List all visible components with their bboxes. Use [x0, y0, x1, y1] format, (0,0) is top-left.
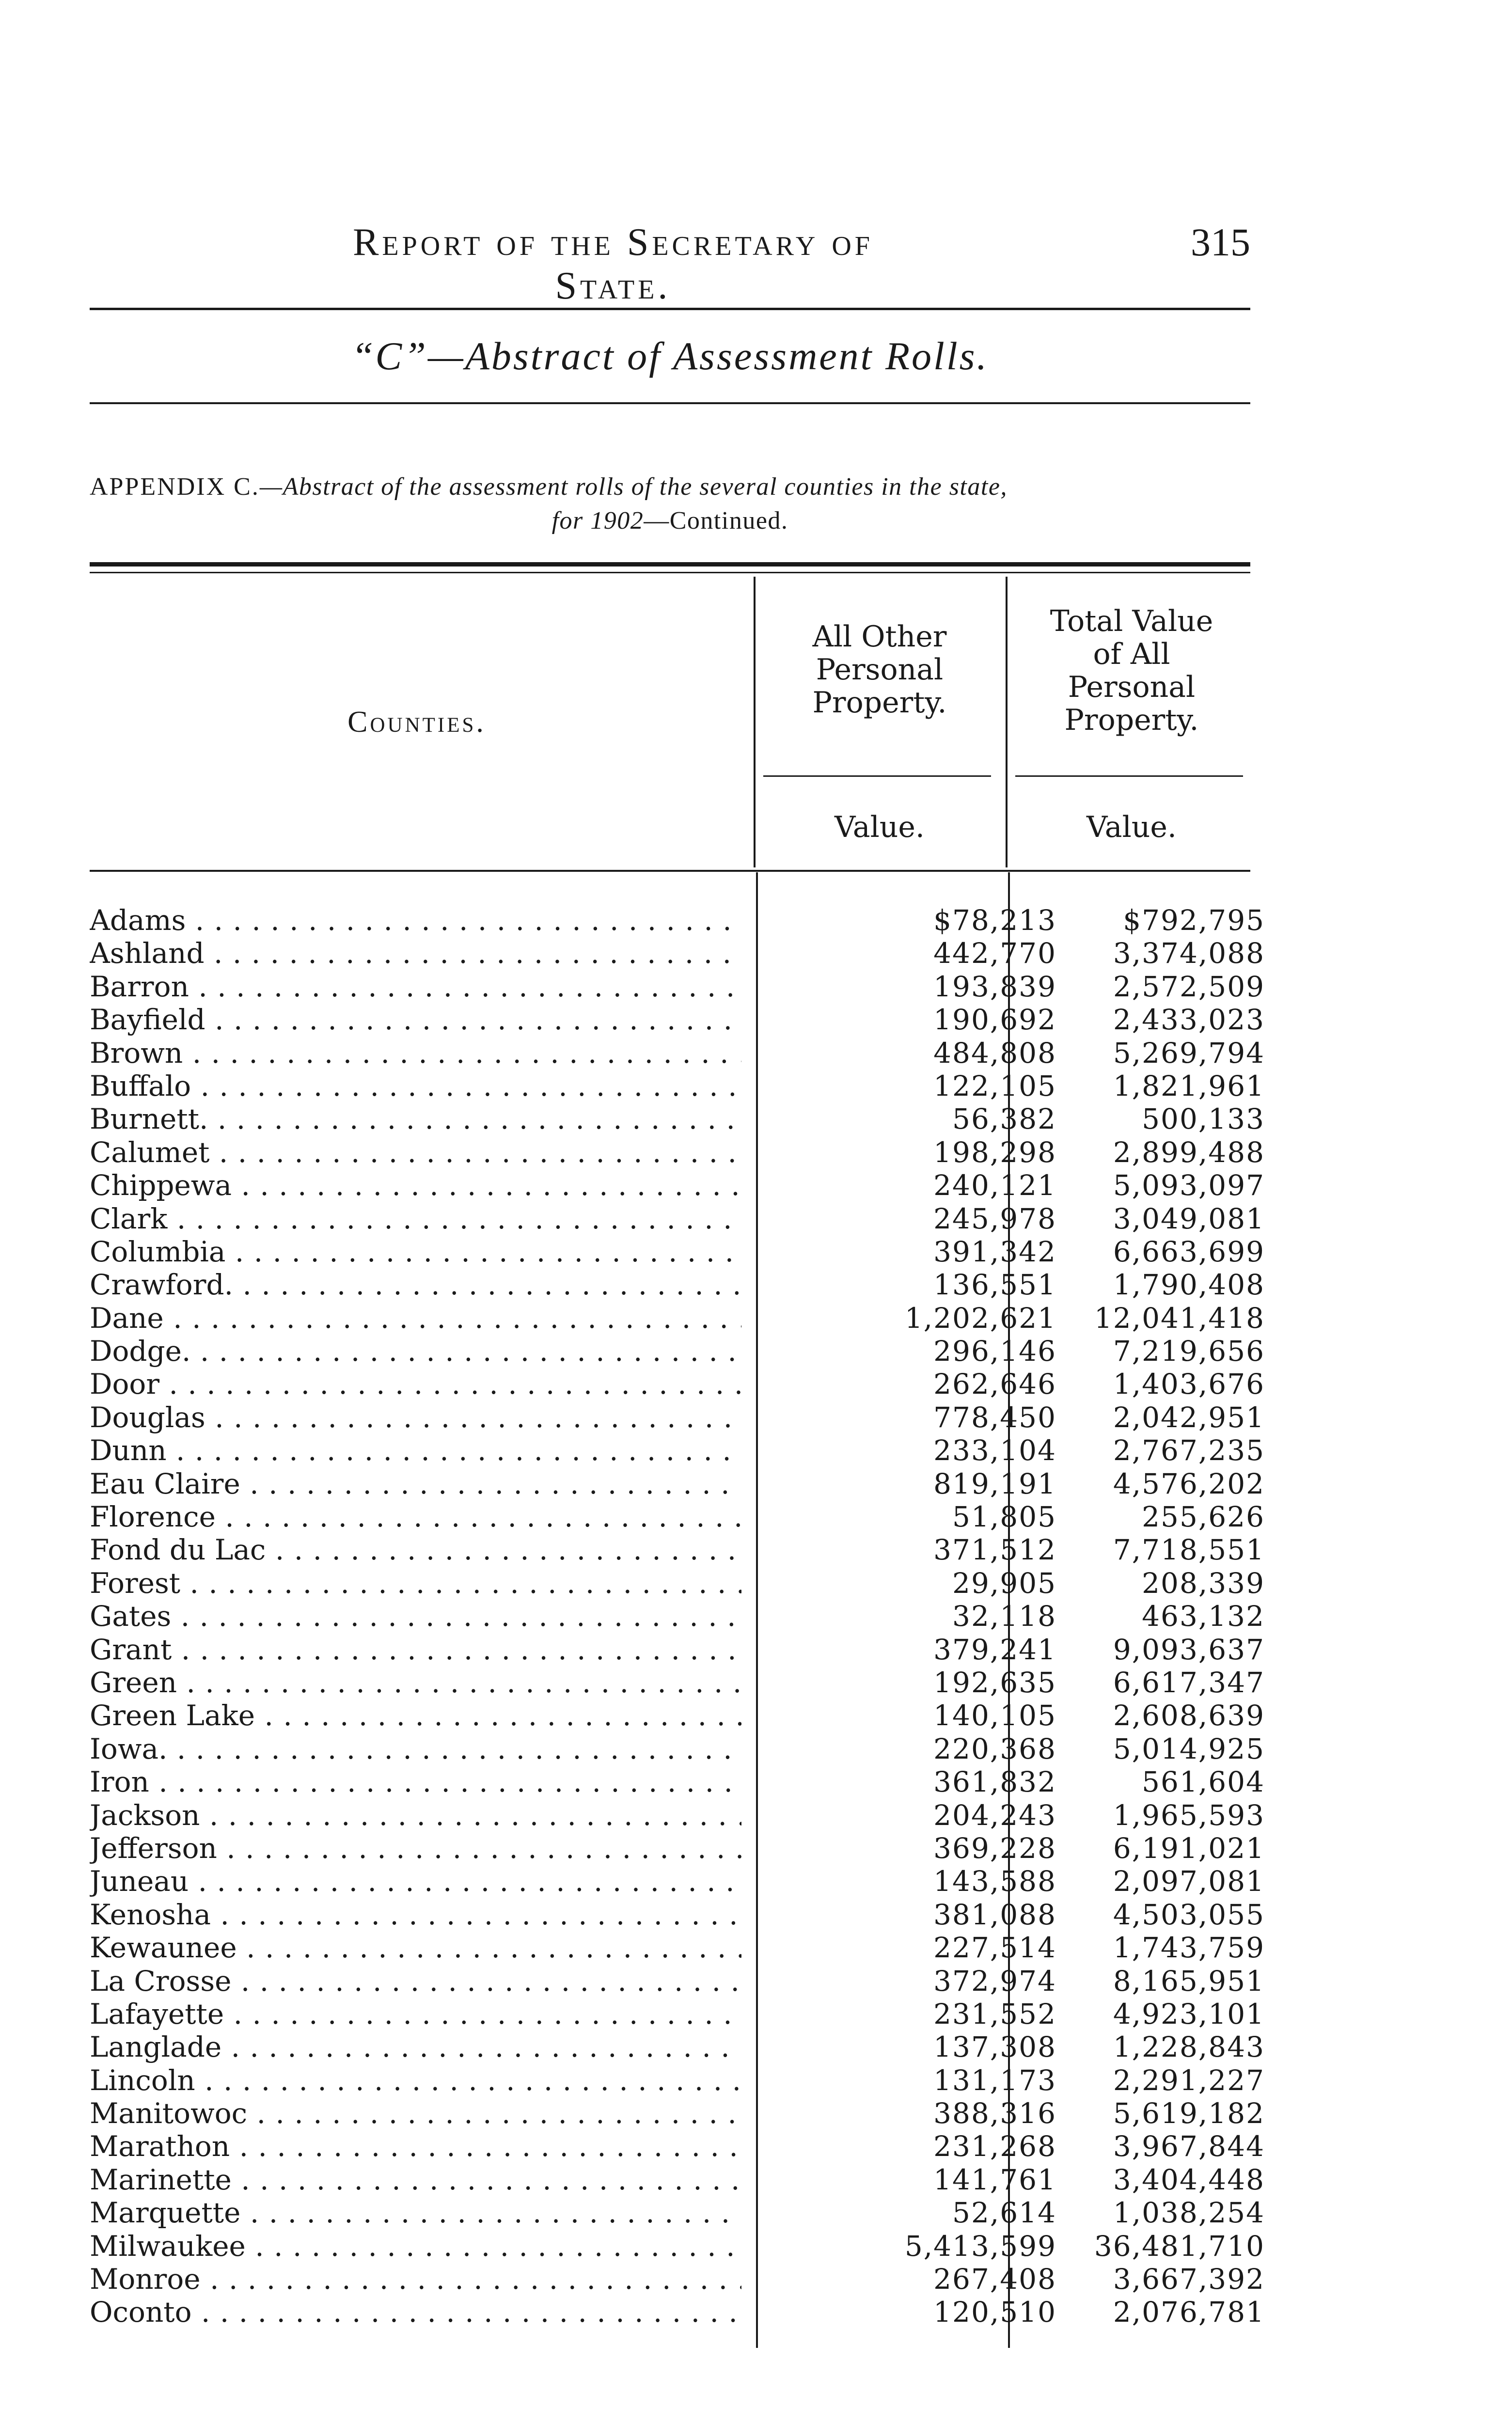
total-personal-property-value: 9,093,637: [1113, 1633, 1265, 1666]
other-personal-property-value: 5,413,599: [904, 2229, 1056, 2263]
running-head: [90, 220, 1250, 307]
table-caption: [90, 470, 1250, 538]
other-personal-property-value: 240,121: [933, 1169, 1056, 1202]
other-personal-property-value: 391,342: [933, 1235, 1056, 1268]
county-name: Marathon . . .: [90, 2130, 741, 2163]
table-row: [90, 1997, 1265, 2030]
col2-header-line-4: Property.: [1064, 703, 1199, 737]
total-personal-property-value: 2,291,227: [1113, 2063, 1265, 2097]
total-personal-property-value: 3,967,844: [1113, 2130, 1265, 2163]
total-personal-property-value: 208,339: [1142, 1566, 1265, 1600]
county-name: Dunn . . .: [90, 1434, 741, 1467]
table-row: [90, 1798, 1265, 1832]
col2-header-line-2: of All: [1093, 637, 1170, 671]
col1-header-line-2: Personal: [816, 653, 944, 687]
county-name: Clark . . .: [90, 1202, 741, 1235]
other-personal-property-value: 51,805: [952, 1500, 1056, 1534]
caption-continued: —Continued.: [644, 507, 788, 535]
col1-header-line-3: Property.: [812, 686, 947, 720]
counties-header: Counties.: [347, 706, 486, 739]
caption-line-1: [90, 470, 1250, 504]
other-personal-property-value: 137,308: [933, 2030, 1056, 2064]
table-row: [90, 2263, 1265, 2296]
total-personal-property-value: 3,404,448: [1113, 2163, 1265, 2196]
other-personal-property-value: 245,978: [933, 1202, 1056, 1235]
total-personal-property-value: 1,403,676: [1113, 1368, 1265, 1401]
county-name: Iron . . .: [90, 1765, 741, 1798]
col1-unit: Value.: [834, 810, 925, 844]
total-personal-property-value: 500,133: [1142, 1102, 1265, 1136]
other-personal-property-value: 379,241: [933, 1633, 1056, 1666]
total-personal-property-value: 2,572,509: [1113, 970, 1265, 1003]
other-personal-property-value: 56,382: [952, 1102, 1056, 1136]
total-personal-property-value: 2,899,488: [1113, 1135, 1265, 1169]
total-personal-property-value: 5,269,794: [1113, 1036, 1265, 1070]
other-personal-property-value: 267,408: [933, 2263, 1056, 2296]
table-row: [90, 1036, 1265, 1070]
table-row: [90, 1400, 1265, 1434]
other-personal-property-value: 381,088: [933, 1898, 1056, 1931]
total-personal-property-value: $792,795: [1123, 904, 1265, 937]
col2-unit: Value.: [1086, 810, 1177, 844]
county-name: Green . . .: [90, 1666, 741, 1699]
table-row: [90, 1235, 1265, 1268]
caption-year: for 1902: [551, 507, 644, 535]
total-personal-property-value: 1,038,254: [1113, 2196, 1265, 2230]
county-name: Forest . . .: [90, 1567, 741, 1600]
caption-line-2: [90, 504, 1250, 538]
table-row: [90, 1600, 1265, 1633]
table-row: [90, 1268, 1265, 1302]
table-row: [90, 1102, 1265, 1136]
county-name: Lafayette . . .: [90, 1998, 741, 2030]
total-personal-property-value: 2,076,781: [1113, 2296, 1265, 2329]
total-personal-property-value: 1,743,759: [1113, 1931, 1265, 1965]
table-top-rule-thin: [90, 572, 1250, 573]
page-subtitle: “C”—Abstract of Assessment Rolls.: [351, 334, 989, 378]
other-personal-property-value: 52,614: [952, 2196, 1056, 2230]
header-bottom-rule: [90, 870, 1250, 872]
table-row: [90, 1666, 1265, 1699]
table-row: [90, 937, 1265, 970]
col1-header: [758, 620, 1001, 719]
county-name: Green Lake . . .: [90, 1699, 741, 1732]
total-personal-property-value: 255,626: [1142, 1500, 1265, 1534]
table-row: [90, 1368, 1265, 1401]
other-personal-property-value: 32,118: [952, 1600, 1056, 1633]
total-personal-property-value: 561,604: [1142, 1765, 1265, 1799]
table-row: [90, 2030, 1265, 2064]
other-personal-property-value: 29,905: [952, 1566, 1056, 1600]
county-name: Buffalo . . .: [90, 1070, 741, 1102]
table-top-rule-thick: [90, 562, 1250, 566]
total-personal-property-value: 6,617,347: [1113, 1666, 1265, 1699]
table-row: [90, 2229, 1265, 2263]
total-personal-property-value: 2,433,023: [1113, 1003, 1265, 1037]
table-row: [90, 1500, 1265, 1534]
county-name: Douglas . . .: [90, 1401, 741, 1434]
total-personal-property-value: 2,042,951: [1113, 1400, 1265, 1434]
county-name: Calumet . . .: [90, 1136, 741, 1169]
county-name: La Crosse . . .: [90, 1965, 741, 1998]
other-personal-property-value: 198,298: [933, 1135, 1056, 1169]
other-personal-property-value: 193,839: [933, 970, 1056, 1003]
table-row: [90, 1169, 1265, 1202]
table-row: [90, 1964, 1265, 1998]
other-personal-property-value: 192,635: [933, 1666, 1056, 1699]
total-personal-property-value: 463,132: [1142, 1600, 1265, 1633]
total-personal-property-value: 1,228,843: [1113, 2030, 1265, 2064]
total-personal-property-value: 4,923,101: [1113, 1997, 1265, 2030]
other-personal-property-value: 372,974: [933, 1964, 1056, 1998]
other-personal-property-value: 136,551: [933, 1268, 1056, 1302]
caption-description: —Abstract of the assessment rolls of the several counties in the state,: [259, 473, 1008, 501]
county-name: Ashland . . .: [90, 937, 741, 970]
table-row: [90, 1533, 1265, 1567]
other-personal-property-value: 371,512: [933, 1533, 1056, 1567]
column-divider-1: [754, 577, 756, 867]
table-row: [90, 1765, 1265, 1799]
other-personal-property-value: 190,692: [933, 1003, 1056, 1037]
county-name: Marinette . . .: [90, 2163, 741, 2196]
total-personal-property-value: 5,014,925: [1113, 1732, 1265, 1765]
total-personal-property-value: 5,619,182: [1113, 2097, 1265, 2130]
other-personal-property-value: 204,243: [933, 1798, 1056, 1832]
table-row: [90, 1335, 1265, 1368]
table-row: [90, 1467, 1265, 1500]
col1-unit-rule: [763, 775, 991, 777]
county-name: Oconto . . .: [90, 2296, 741, 2329]
table-row: [90, 1434, 1265, 1467]
county-name: Barron . . .: [90, 970, 741, 1003]
county-name: Jackson . . .: [90, 1799, 741, 1832]
running-title: Report of the Secretary of State.: [353, 221, 873, 307]
other-personal-property-value: 131,173: [933, 2063, 1056, 2097]
county-name: Juneau . . .: [90, 1865, 741, 1898]
total-personal-property-value: 2,767,235: [1113, 1434, 1265, 1467]
table-row: [90, 1732, 1265, 1765]
county-name: Chippewa . . .: [90, 1169, 741, 1202]
header-rule: [90, 308, 1250, 310]
county-name: Burnett. . . .: [90, 1102, 741, 1135]
county-name: Fond du Lac . . .: [90, 1533, 741, 1566]
other-personal-property-value: 141,761: [933, 2163, 1056, 2196]
total-personal-property-value: 2,097,081: [1113, 1865, 1265, 1898]
total-personal-property-value: 7,718,551: [1113, 1533, 1265, 1567]
total-personal-property-value: 4,503,055: [1113, 1898, 1265, 1931]
other-personal-property-value: 227,514: [933, 1931, 1056, 1965]
table-row: [90, 1069, 1265, 1102]
total-personal-property-value: 5,093,097: [1113, 1169, 1265, 1202]
table-row: [90, 2296, 1265, 2329]
county-name: Columbia . . .: [90, 1235, 741, 1268]
county-name: Bayfield . . .: [90, 1003, 741, 1036]
total-personal-property-value: 1,821,961: [1113, 1069, 1265, 1102]
table-row: [90, 1831, 1265, 1865]
total-personal-property-value: 3,049,081: [1113, 1202, 1265, 1235]
county-name: Crawford. . . .: [90, 1268, 741, 1301]
other-personal-property-value: 778,450: [933, 1400, 1056, 1434]
county-name: Lincoln . . .: [90, 2064, 741, 2097]
county-name: Dane . . .: [90, 1302, 741, 1335]
other-personal-property-value: 361,832: [933, 1765, 1056, 1799]
total-personal-property-value: 7,219,656: [1113, 1335, 1265, 1368]
county-name: Kenosha . . .: [90, 1898, 741, 1931]
county-name: Florence . . .: [90, 1500, 741, 1533]
column-divider-2: [1006, 577, 1008, 867]
total-personal-property-value: 36,481,710: [1094, 2229, 1265, 2263]
total-personal-property-value: 3,374,088: [1113, 937, 1265, 970]
table-row: [90, 1865, 1265, 1898]
table-row: [90, 1003, 1265, 1037]
table-row: [90, 904, 1265, 937]
table-row: [90, 1566, 1265, 1600]
table-row: [90, 1898, 1265, 1931]
total-personal-property-value: 6,191,021: [1113, 1831, 1265, 1865]
county-name: Dodge. . . .: [90, 1335, 741, 1368]
county-name: Milwaukee . . .: [90, 2230, 741, 2263]
county-name: Kewaunee . . .: [90, 1931, 741, 1964]
table-row: [90, 1699, 1265, 1732]
county-name: Marquette . . .: [90, 2196, 741, 2229]
other-personal-property-value: 231,268: [933, 2130, 1056, 2163]
table-row: [90, 1633, 1265, 1666]
other-personal-property-value: 220,368: [933, 1732, 1056, 1765]
county-name: Brown . . .: [90, 1037, 741, 1070]
other-personal-property-value: 120,510: [933, 2296, 1056, 2329]
table-row: [90, 1301, 1265, 1335]
other-personal-property-value: 140,105: [933, 1699, 1056, 1732]
table-row: [90, 2163, 1265, 2196]
other-personal-property-value: 233,104: [933, 1434, 1056, 1467]
total-personal-property-value: 6,663,699: [1113, 1235, 1265, 1268]
county-name: Iowa. . . .: [90, 1732, 741, 1765]
table-row: [90, 970, 1265, 1003]
col2-header-line-3: Personal: [1068, 670, 1196, 704]
table-row: [90, 2130, 1265, 2163]
other-personal-property-value: 296,146: [933, 1335, 1056, 1368]
other-personal-property-value: 122,105: [933, 1069, 1056, 1102]
col2-header: [1010, 605, 1253, 737]
col2-header-line-1: Total Value: [1050, 604, 1213, 638]
county-name: Eau Claire . . .: [90, 1467, 741, 1500]
table-row: [90, 1202, 1265, 1235]
other-personal-property-value: 484,808: [933, 1036, 1056, 1070]
other-personal-property-value: 388,316: [933, 2097, 1056, 2130]
table-body: [90, 904, 1265, 2329]
county-name: Monroe . . .: [90, 2263, 741, 2296]
table-row: [90, 2196, 1265, 2230]
total-personal-property-value: 3,667,392: [1113, 2263, 1265, 2296]
total-personal-property-value: 1,790,408: [1113, 1268, 1265, 1302]
col2-unit-rule: [1015, 775, 1243, 777]
table-row: [90, 1931, 1265, 1965]
total-personal-property-value: 12,041,418: [1094, 1301, 1265, 1335]
table-row: [90, 2063, 1265, 2097]
other-personal-property-value: 262,646: [933, 1368, 1056, 1401]
other-personal-property-value: $78,213: [933, 904, 1056, 937]
table-row: [90, 1135, 1265, 1169]
other-personal-property-value: 1,202,621: [904, 1301, 1056, 1335]
county-name: Jefferson . . .: [90, 1832, 741, 1865]
total-personal-property-value: 1,965,593: [1113, 1798, 1265, 1832]
other-personal-property-value: 369,228: [933, 1831, 1056, 1865]
other-personal-property-value: 819,191: [933, 1467, 1056, 1500]
total-personal-property-value: 2,608,639: [1113, 1699, 1265, 1732]
page-number: 315: [1191, 220, 1250, 264]
county-name: Adams . . .: [90, 904, 741, 937]
county-name: Door . . .: [90, 1368, 741, 1400]
other-personal-property-value: 231,552: [933, 1997, 1056, 2030]
county-name: Langlade . . .: [90, 2030, 741, 2063]
other-personal-property-value: 143,588: [933, 1865, 1056, 1898]
caption-lead: APPENDIX C.: [90, 473, 260, 501]
total-personal-property-value: 4,576,202: [1113, 1467, 1265, 1500]
subtitle-rule: [90, 402, 1250, 404]
total-personal-property-value: 8,165,951: [1113, 1964, 1265, 1998]
col1-header-line-1: All Other: [812, 620, 947, 654]
county-name: Grant . . .: [90, 1633, 741, 1666]
table-row: [90, 2097, 1265, 2130]
county-name: Manitowoc . . .: [90, 2097, 741, 2130]
other-personal-property-value: 442,770: [933, 937, 1056, 970]
county-name: Gates . . .: [90, 1600, 741, 1633]
